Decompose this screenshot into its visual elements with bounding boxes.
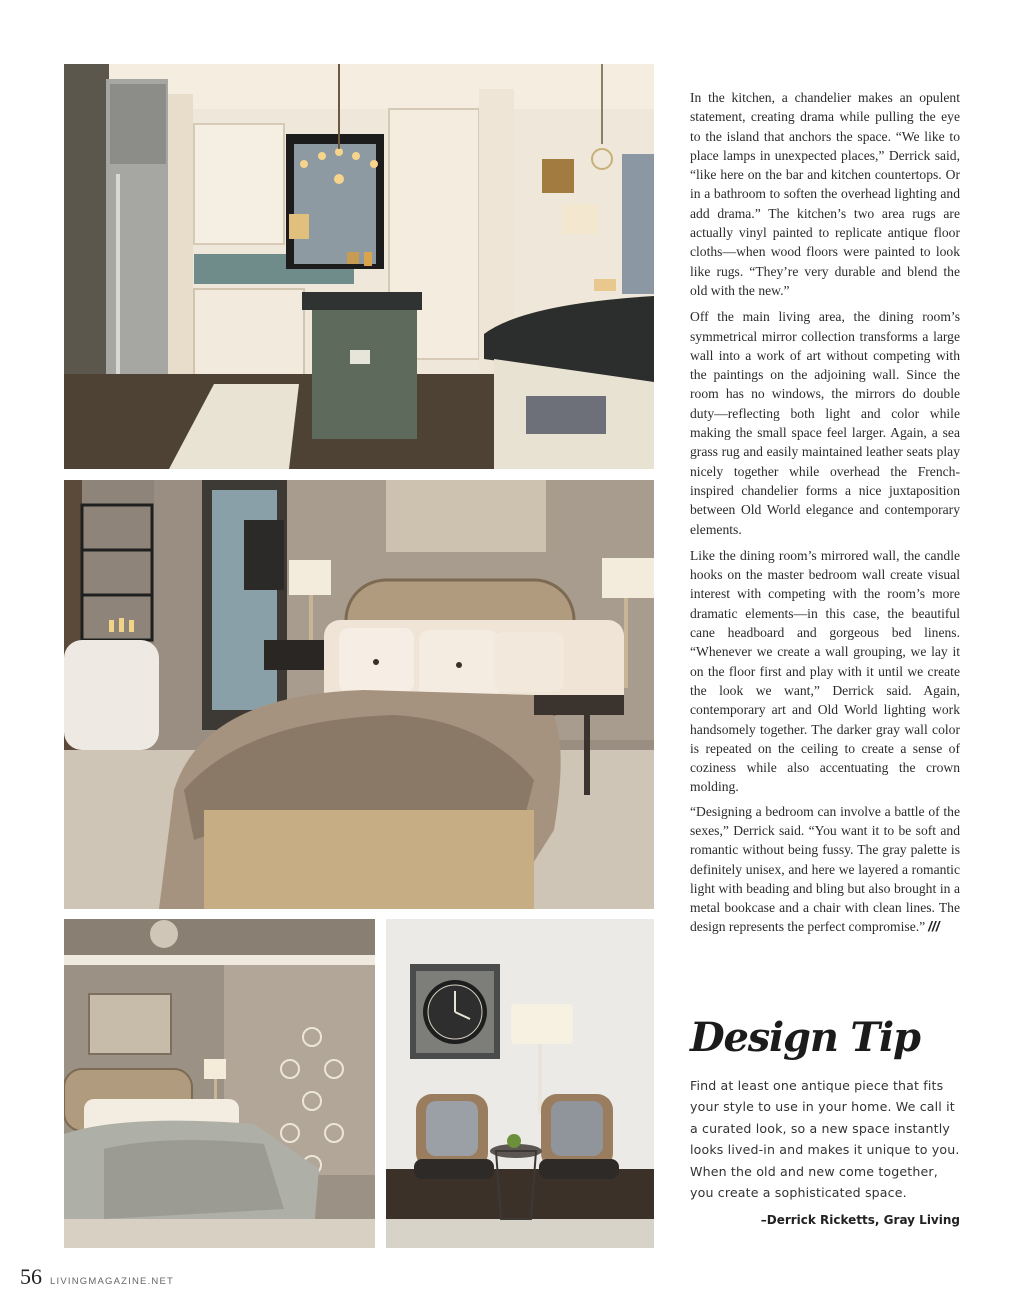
magazine-website: LIVINGMAGAZINE.NET (50, 1276, 175, 1287)
kitchen-photo-illustration (64, 64, 654, 469)
article-text (690, 88, 960, 944)
sitting-area-photo-illustration (386, 919, 654, 1248)
article-paragraph-bedroom-wall: Like the dining room’s mirrored wall, the candle hooks on the master bedroom wall create visual interest with competing with the room’s more dramatic elements—in this case, the beautiful cane headboard and gorgeous bed linens. “Whenever we create a wall grouping, we lay it on the floor first and play with it until we create the look we want,” Derrick said. Again, contemporary art and Old World lighting work handsomely together. The darker gray wall color is repeated on the ceiling to create a sense of coziness while also accentuating the crown molding. (690, 547, 960, 795)
bedroom-wall-photo-illustration (64, 919, 375, 1248)
article-paragraph-closing-text: “Designing a bedroom can involve a battle of the sexes,” Derrick said. “You want it to be soft and romantic without being fussy. The gray palette is definitely unisex, and here we layered a romantic light with beading and bling but also brought in a metal bookcase and a chair with clean lines. The design represents the perfect compromise.” (690, 803, 960, 935)
article-paragraph-kitchen: In the kitchen, a chandelier makes an opulent statement, creating drama while pulling the eye to the island that anchors the space. “We like to place lamps in unexpected places,” Derrick said, “like here on the bar and kitchen countertops. Or in a bathroom to soften the overhead lighting and add drama.” The kitchen’s two area rugs are actually vinyl painted to replicate antique floor cloths—when wood floors were painted to look like rugs. “They’re very durable and blend the old with the new.” (690, 90, 960, 298)
bedroom-wall-photo (64, 919, 375, 1248)
design-tip-body: Find at least one antique piece that fits your style to use in your home. We call it a curated look, so a new space instantly looks lived-in and makes it unique to you. When the old and new come together, you create a sophisticated space. (690, 1078, 960, 1201)
design-tip-heading: Design Tip (690, 1014, 920, 1061)
design-tip-credit: –Derrick Ricketts, Gray Living (760, 1213, 960, 1227)
bedroom-photo (64, 480, 654, 909)
page-footer (20, 1264, 174, 1290)
bedroom-photo-illustration (64, 480, 654, 909)
article-paragraph-dining: Off the main living area, the dining room’s symmetrical mirror collection transforms a large wall into a work of art without competing with the paintings on the adjoining wall. Since the room has no windows, the mirrors do double duty—reflecting both light and color while making the small space feel larger. Again, a sea grass rug and easily maintained leather seats play nicely together while overhead the French-inspired chandelier forms a nice juxtaposition between Old World elegance and contemporary elements. (690, 309, 960, 537)
end-of-article-mark: /// (928, 919, 940, 935)
article-paragraph-bedroom-design (690, 802, 960, 937)
sitting-area-photo (386, 919, 654, 1248)
kitchen-photo (64, 64, 654, 469)
page-number: 56 (20, 1264, 42, 1289)
